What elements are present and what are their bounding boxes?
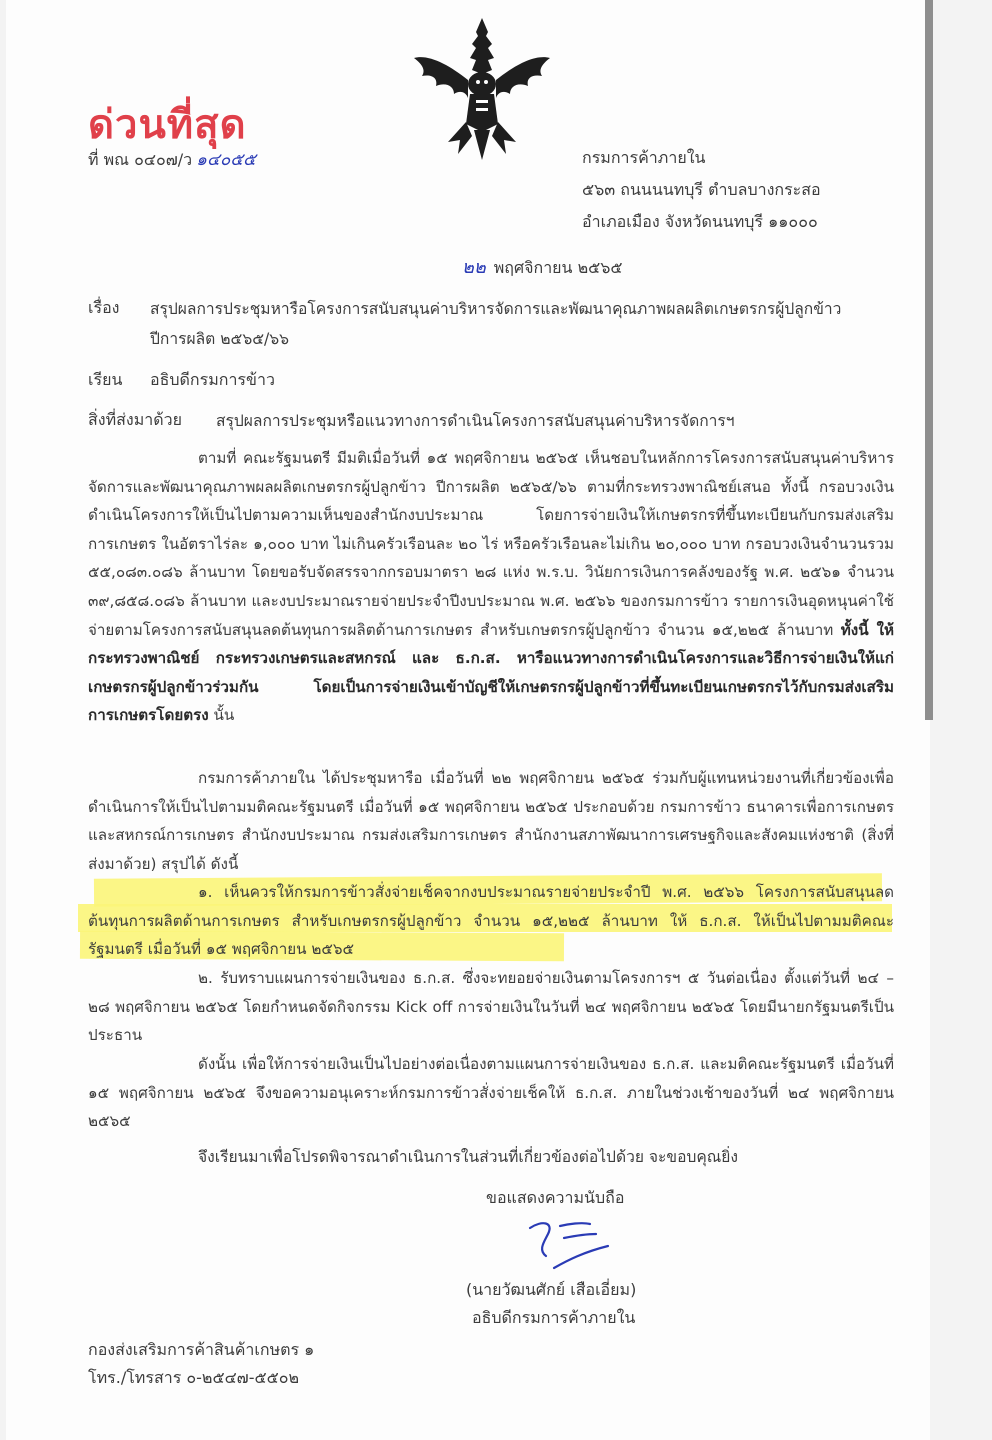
- document-number-handwritten: ๑๔๐๕๕: [196, 150, 256, 170]
- body-item-2: ๒. รับทราบแผนการจ่ายเงินของ ธ.ก.ส. ซึ่งจะทยอยจ่ายเงินตามโครงการฯ ๕ วันต่อเนื่อง ตั้งแต่วันที่ ๒๔ – ๒๘ พฤศจิกายน ๒๕๖๕ โดยกำหนดจัดกิจกรรม Kick off การจ่ายเงินในวันที่ ๒๔ พฤศจิกายน ๒๕๖๕ โดยมีนายกรัฐมนตรีเป็นประธาน: [88, 969, 894, 1045]
- p1-text: ตามที่ คณะรัฐมนตรี มีมติเมื่อวันที่ ๑๕ พฤศจิกายน ๒๕๖๕ เห็นชอบในหลักการโครงการสนับสนุนค่าบริหารจัดการและพัฒนาคุณภาพผลผลิตเกษตรกรผู้ปลูกข้าว ปีการผลิต ๒๕๖๕/๖๖ ตามที่กระทรวงพาณิชย์เสนอ ทั้งนี้ กรอบวงเงินดำเนินโครงการให้เป็นไปตามความเห็นของสำนักงบประมาณ โดยการจ่ายเงินให้เกษตรกรที่ขึ้นทะเบียนกับกรมส่งเสริมการเกษตร ในอัตราไร่ละ ๑,๐๐๐ บาท ไม่เกินครัวเรือนละ ๒๐ ไร่ หรือครัวเรือนละไม่เกิน ๒๐,๐๐๐ บาท กรอบวงเงินจำนวนรวม ๕๕,๐๘๓.๐๘๖ ล้านบาท โดยขอรับจัดสรรจากกรอบมาตรา ๒๘ แห่ง พ.ร.บ. วินัยการเงินการคลังของรัฐ พ.ศ. ๒๕๖๑ จำนวน ๓๙,๘๕๘.๐๘๖ ล้านบาท และงบประมาณรายจ่ายประจำปีงบประมาณ พ.ศ. ๒๕๖๖ ของกรมการข้าว รายการเงินอุดหนุนค่าใช้จ่ายตามโครงการสนับสนุนลดต้นทุนการผลิตด้านการเกษตร สำหรับเกษตรกรผู้ปลูกข้าว จำนวน ๑๕,๒๒๕ ล้านบาท: [88, 449, 894, 639]
- body-item-1: ๑. เห็นควรให้กรมการข้าวสั่งจ่ายเช็คจากงบประมาณรายจ่ายประจำปี พ.ศ. ๒๕๖๖ โครงการสนับสนุนลดต้นทุนการผลิตด้านการเกษตร สำหรับเกษตรกรผู้ปลูกข้าว จำนวน ๑๕,๒๒๕ ล้านบาท ให้ ธ.ก.ส. ให้เป็นไปตามมติคณะรัฐมนตรี เมื่อวันที่ ๑๕ พฤศจิกายน ๒๕๖๕: [88, 883, 894, 959]
- address-line-3: อำเภอเมือง จังหวัดนนทบุรี ๑๑๐๐๐: [582, 212, 818, 231]
- p1-bold-text: ทั้งนี้ ให้กระทรวงพาณิชย์ กระทรวงเกษตรและสหกรณ์ และ ธ.ก.ส. หารือแนวทางการดำเนินโครงการและวิธีการจ่ายเงินให้แก่เกษตรกรผู้ปลูกข้าวร่วมกัน โดยเป็นการจ่ายเงินเข้าบัญชีให้เกษตรกรผู้ปลูกข้าวที่ขึ้นทะเบียนเกษตรกรไว้กับกรมส่งเสริมการเกษตรโดยตรง: [88, 620, 894, 725]
- body-paragraph-1: [88, 444, 894, 730]
- body-paragraph-3: ดังนั้น เพื่อให้การจ่ายเงินเป็นไปอย่างต่อเนื่องตามแผนการจ่ายเงินของ ธ.ก.ส. และมติคณะรัฐมนตรี เมื่อวันที่ ๑๕ พฤศจิกายน ๒๕๖๕ จึงขอความอนุเคราะห์กรมการข้าวสั่งจ่ายเช็คให้ ธ.ก.ส. ภายในช่วงเช้าของวันที่ ๒๔ พฤศจิกายน ๒๕๖๕: [88, 1055, 894, 1131]
- subject-label: เรื่อง: [88, 298, 120, 317]
- document-number: [88, 146, 256, 173]
- address-line-1: กรมการค้าภายใน: [582, 148, 706, 167]
- footer-phone: โทร./โทรสาร ๐-๒๕๔๗-๕๕๐๒: [88, 1368, 300, 1387]
- signatory-name: (นายวัฒนศักย์ เสือเอี่ยม): [466, 1280, 637, 1299]
- to-label: เรียน: [88, 370, 123, 389]
- date-day-handwritten: ๒๒: [462, 257, 486, 278]
- page-edge-shadow: [925, 0, 933, 720]
- urgency-stamp: ด่วนที่สุด: [88, 102, 247, 148]
- signatory-title: อธิบดีกรมการค้าภายใน: [472, 1308, 636, 1327]
- body-paragraph-2: กรมการค้าภายใน ได้ประชุมหารือ เมื่อวันที่ ๒๒ พฤศจิกายน ๒๕๖๕ ร่วมกับผู้แทนหน่วยงานที่เกี่ยวข้องเพื่อดำเนินการให้เป็นไปตามมติคณะรัฐมนตรี เมื่อวันที่ ๑๕ พฤศจิกายน ๒๕๖๕ ประกอบด้วย กรมการข้าว ธนาคารเพื่อการเกษตรและสหกรณ์การเกษตร สำนักงบประมาณ กรมส่งเสริมการเกษตร สำนักงานสภาพัฒนาการเศรษฐกิจและสังคมแห่งชาติ (สิ่งที่ส่งมาด้วย) สรุปได้ ดังนี้: [88, 769, 894, 873]
- garuda-emblem-icon: [408, 14, 556, 164]
- enclosure-label: สิ่งที่ส่งมาด้วย: [88, 410, 182, 429]
- date-month-year: พฤศจิกายน ๒๕๖๕: [493, 258, 623, 277]
- enclosure-value: สรุปผลการประชุมหรือแนวทางการดำเนินโครงการสนับสนุนค่าบริหารจัดการฯ: [216, 412, 735, 430]
- footer-division: กองส่งเสริมการค้าสินค้าเกษตร ๑: [88, 1340, 315, 1359]
- document-number-prefix: ที่ พณ ๐๔๐๗/ว: [88, 150, 193, 169]
- subject-line-1: สรุปผลการประชุมหารือโครงการสนับสนุนค่าบริหารจัดการและพัฒนาคุณภาพผลผลิตเกษตรกรผู้ปลูกข้าว: [150, 300, 842, 318]
- subject-line-2: ปีการผลิต ๒๕๖๕/๖๖: [150, 330, 290, 348]
- to-recipient: อธิบดีกรมการข้าว: [150, 370, 275, 389]
- signature-regards: ขอแสดงความนับถือ: [486, 1188, 625, 1207]
- handwritten-signature: [524, 1212, 614, 1282]
- p1-end: นั้น: [213, 706, 235, 725]
- closing-line: จึงเรียนมาเพื่อโปรดพิจารณาดำเนินการในส่วนที่เกี่ยวข้องต่อไปด้วย จะขอบคุณยิ่ง: [198, 1148, 739, 1166]
- address-line-2: ๕๖๓ ถนนนนทบุรี ตำบลบางกระสอ: [582, 180, 821, 199]
- letter-date: [462, 252, 623, 281]
